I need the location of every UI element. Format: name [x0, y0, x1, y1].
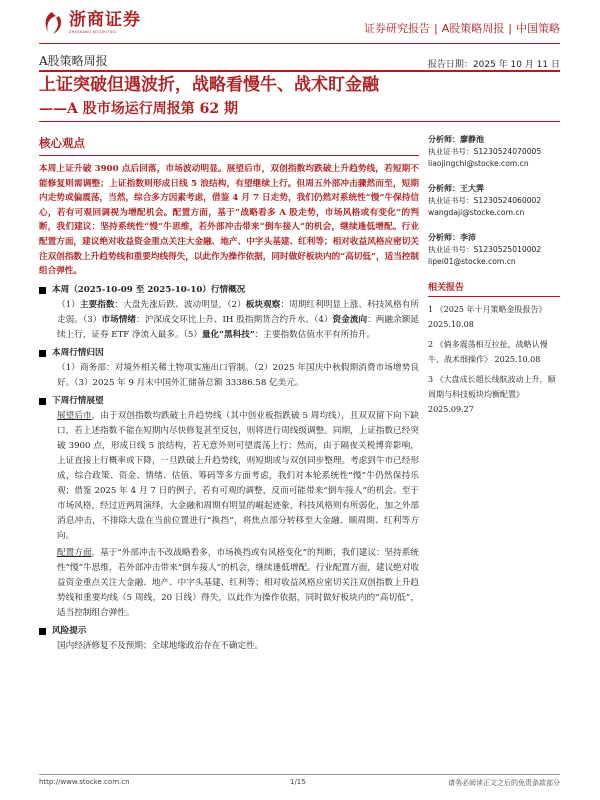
report-category: A股策略周报	[39, 54, 108, 68]
logo-mark-icon	[39, 10, 65, 36]
events-text: （1）商务部：对境外相关稀土物项实施出口管制。（2）2025 年国庆中秋假期消费市场增势良好。（3）2025 年 9 月末中国外汇储备总额 33386.58 亿美元。	[57, 362, 419, 388]
related-report-title: 1 《2025 年十月策略金股报告》	[428, 305, 547, 314]
related-reports-heading: 相关报告	[428, 280, 560, 297]
analyst-card	[428, 231, 560, 268]
analyst-card	[428, 133, 560, 170]
risk-text: 国内经济修复不及预期；全球地缘政治存在不确定性。	[57, 640, 264, 651]
related-report-item[interactable]	[428, 372, 560, 417]
outlook-text: ，由于双创指数均跌破上升趋势线（其中创业板指跌破 5 周均线），且双双留下向下缺口，若上述指数不能在短期内尽快修复甚至反包，则将进行周线级调整。同期，上证指数已经突破 3900 点，形成日线 5 浪结构，若无意外则可望震荡上行；然而，由于隔夜关税博弈影响，上证直接上行概率或下降，一旦跌破上升趋势线，则短期或与双创同步整理。考虑到牛市已经形成，综合政策、资金、情绪、估值、筹码等多方面考虑，我们对本轮系统性“慢”牛仍然保持乐观；借鉴 2025 年 4 月 7 日的例子，若有可观的调整，反而可能带来“倒车接人”的机会。至于市场风格，经过近两周演绎，大金融和周期有明显的崛起迹象，科技风格则有所弱化，加之外部消息冲击，不排除大盘在当前位置进行“换挡”，将焦点部分转移至大金融、顺周期、红利等方向。	[57, 410, 419, 541]
subtitle-divider	[39, 121, 560, 122]
review-text-part: ：主要指数估值水平有所抬升。	[254, 329, 376, 340]
header-nav-item: 中国策略	[516, 22, 560, 35]
brand-logo	[39, 10, 141, 36]
analyst-name: 分析师：李沛	[428, 233, 476, 242]
analyst-cert: 执业证书号：S1230524060002	[428, 196, 542, 205]
analyst-card	[428, 182, 560, 219]
analyst-name: 分析师：王大霁	[428, 184, 484, 193]
core-view-summary: 本周上证升破 3900 点后回落，市场波动明显。展望后市，双创指数均跌破上升趋势线，若短期不能修复则需调整；上证指数则形成日线 5 浪结构，有望继续上行。但周五外部冲击骤然而至，短期内走势或偏震荡，当然，综合多方因素考虑，借鉴 4 月 7 日走势，我们仍然对系统性“慢”牛保持信心，若有可观回调视为增配机会。配置方面，基于“战略看多 A 股走势，市场风格或有变化”的判断，我们建议：坚持系统性“慢”牛思维，若外部冲击带来“倒车接人”的机会，继续逢低增配。行业配置方面，建议绝对收益资金重点关注大金融、地产、中字头基建、红利等；相对收益风格应密切关注双创指数上升趋势线和重要均线得失，以此作为操作依据，同时做好板块内的“高切低”，适当控制组合弹性。	[39, 164, 419, 277]
outlook-paragraph-1	[39, 409, 419, 544]
header-nav-separator: |	[508, 22, 512, 35]
outlook-lead: 展望后市	[57, 410, 92, 421]
report-subtitle: ——A 股市场运行周报第 62 期	[39, 101, 238, 117]
review-text	[39, 298, 419, 343]
analyst-cert: 执业证书号：S1230525010002	[428, 245, 542, 254]
title-divider	[39, 70, 560, 72]
analyst-cert: 执业证书号：S1230524070005	[428, 147, 542, 156]
header-nav-separator: |	[434, 22, 438, 35]
related-report-title: 2 《倘多震荡相互拉扯，战略认慢牛、战术细操作》	[428, 340, 548, 364]
review-keyword: 市场情绪	[101, 314, 137, 325]
footer-disclaimer: 请务必阅读正文之后的免责条款部分	[448, 779, 560, 787]
events-section	[39, 346, 419, 361]
outlook-lead: 配置方面	[57, 547, 92, 558]
analyst-email[interactable]: liaojingchi@stocke.com.cn	[428, 159, 529, 168]
review-title: 本周（2025-10-09 至 2025-10-10）行情概况	[52, 284, 246, 295]
main-column	[39, 128, 419, 654]
outlook-section	[39, 394, 419, 409]
related-report-date: 2025.10.08	[428, 320, 474, 329]
review-keyword: 量化“黑科技”	[201, 329, 255, 340]
header-nav	[364, 20, 560, 36]
related-report-item[interactable]	[428, 302, 560, 332]
square-bullet-icon	[39, 628, 46, 635]
outlook-paragraph-2	[39, 546, 419, 621]
review-keyword: 板块观察	[245, 299, 281, 310]
footer-divider	[39, 774, 560, 775]
related-report-title: 3 《大盘成长超长线航波动上升，顺周期与科技板块均衡配置》	[428, 375, 556, 399]
report-date: 报告日期：2025 年 10 月 11 日	[427, 60, 560, 70]
core-view-heading: 核心观点	[39, 136, 85, 150]
review-text-part: ：周期红利明显上涨、科技风格有所走弱。（3）	[57, 299, 419, 325]
analyst-email[interactable]: wangdaji@stocke.com.cn	[428, 208, 525, 217]
logo-subtext: ZHESHANG SECURITIES	[69, 30, 117, 34]
review-text-part: ：两融余额延续上行，证券 ETF 净流入最多。（5）	[57, 314, 419, 340]
related-report-date: 2025.09.27	[428, 405, 474, 414]
report-title: 上证突破但遇波折，战略看慢牛、战术盯金融	[39, 75, 379, 95]
review-keyword: 资金流向	[332, 314, 368, 325]
risk-section	[39, 624, 419, 639]
sidebar	[428, 133, 560, 417]
review-text-part: ：沪深成交环比上升、IH 股指期货合约升水。（4）	[136, 314, 333, 325]
risk-title: 风险提示	[52, 625, 87, 636]
related-report-item[interactable]	[428, 337, 560, 367]
square-bullet-icon	[39, 398, 46, 405]
footer-url[interactable]: http://www.stocke.com.cn	[39, 778, 130, 786]
logo-text: 浙商证券	[69, 10, 141, 30]
header-nav-item: 证券研究报告	[364, 22, 431, 35]
review-keyword: 主要指数	[79, 299, 115, 310]
core-view-divider	[39, 155, 419, 156]
header-divider	[39, 43, 560, 44]
review-text-part: （1）	[57, 299, 80, 310]
page-number: 1/15	[290, 778, 306, 786]
outlook-title: 下周行情展望	[52, 395, 104, 406]
events-title: 本周行情归因	[52, 347, 104, 358]
square-bullet-icon	[39, 350, 46, 357]
square-bullet-icon	[39, 287, 46, 294]
header-nav-item: A股策略周报	[441, 22, 505, 35]
analyst-email[interactable]: lipei01@stocke.com.cn	[428, 257, 516, 266]
related-report-date: 2025.10.08	[494, 355, 541, 364]
analyst-name: 分析师：廖静池	[428, 135, 484, 144]
review-section	[39, 283, 419, 298]
review-text-part: ：大盘先涨后跌、波动明显，（2）	[114, 299, 246, 310]
outlook-text: ，基于“外部冲击不改战略看多，市场换挡或有风格变化”的判断，我们建议：坚持系统性“慢”牛思维，若外部冲击带来“倒车接人”的机会，继续逢低增配。行业配置方面，建议绝对收益资金重点关注大金融、地产、中字头基建、红利等；相对收益风格应密切关注双创指数上升趋势线和重要均线（5 周线，20 日线）得失，以此作为操作依据，同时做好板块内的“高切低”，适当控制组合弹性。	[57, 547, 419, 618]
